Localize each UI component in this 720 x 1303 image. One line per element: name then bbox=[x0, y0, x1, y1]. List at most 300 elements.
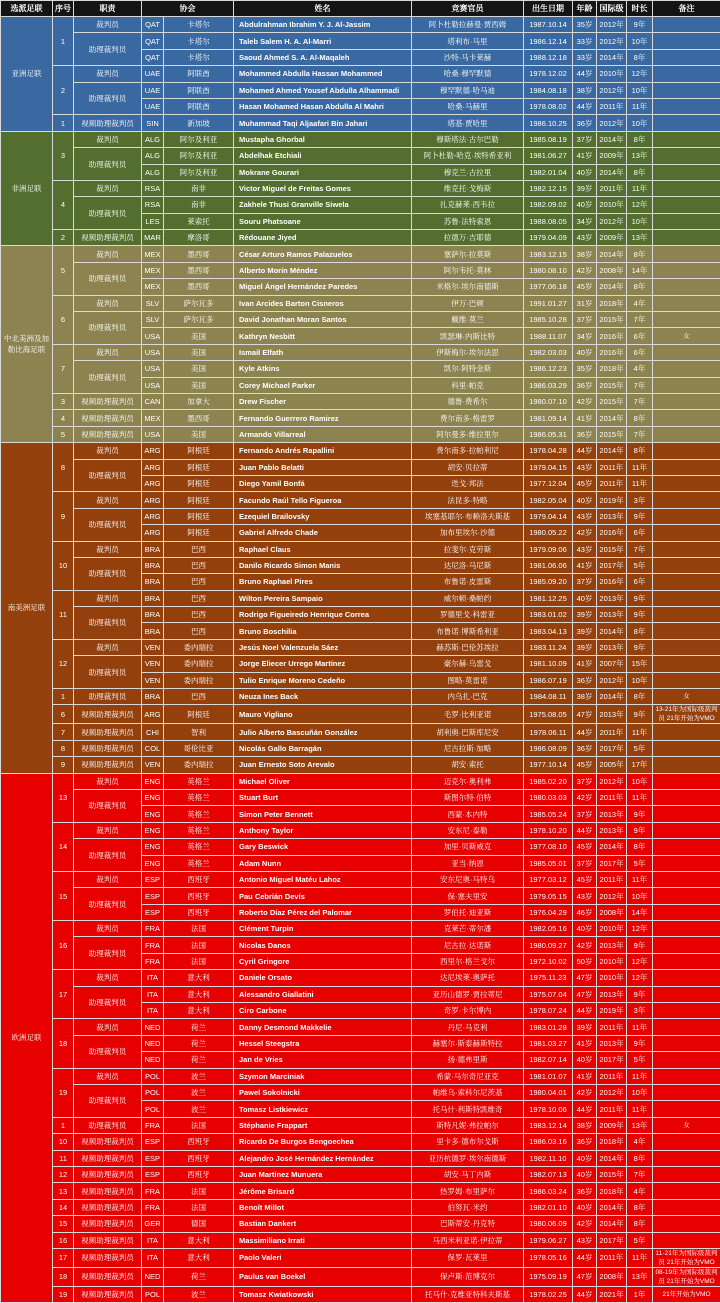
note-cell bbox=[653, 49, 720, 65]
official-name-cell: 豪尔赫·乌雷戈 bbox=[412, 656, 524, 672]
association-cell: 莱索托 bbox=[164, 213, 234, 229]
role-cell: 助理裁判员 bbox=[74, 148, 142, 181]
tenure-cell: 6年 bbox=[627, 328, 653, 344]
name-cell: Alejandro José Hernández Hernández bbox=[234, 1150, 412, 1166]
role-cell: 助理裁判员 bbox=[74, 33, 142, 66]
table-row bbox=[1, 295, 720, 311]
table-row bbox=[1, 839, 720, 855]
name-cell: Bruno Boschilia bbox=[234, 623, 412, 639]
international-since-cell: 2018年 bbox=[597, 1134, 627, 1150]
association-cell: 巴西 bbox=[164, 541, 234, 557]
tenure-cell: 7年 bbox=[627, 1166, 653, 1182]
birth-date-cell: 1975.07.04 bbox=[524, 986, 573, 1002]
name-cell: Bruno Raphael Pires bbox=[234, 574, 412, 590]
international-since-cell: 2013年 bbox=[597, 1035, 627, 1051]
header-cell: 选派足联 bbox=[1, 1, 53, 17]
name-cell: Jérôme Brisard bbox=[234, 1183, 412, 1199]
note-cell bbox=[653, 1232, 720, 1248]
international-since-cell: 2011年 bbox=[597, 1248, 627, 1267]
name-cell: Danilo Ricardo Simon Manis bbox=[234, 557, 412, 573]
name-cell: Mohammed Abdulla Hassan Mohammed bbox=[234, 66, 412, 82]
table-row bbox=[1, 197, 720, 213]
header-cell: 序号 bbox=[53, 1, 74, 17]
birth-date-cell: 1979.04.14 bbox=[524, 508, 573, 524]
birth-date-cell: 1985.05.01 bbox=[524, 855, 573, 871]
header-row bbox=[1, 1, 720, 17]
birth-date-cell: 1986.03.29 bbox=[524, 377, 573, 393]
name-cell: Saoud Ahmed S. A. Al-Maqaleh bbox=[234, 49, 412, 65]
table-row bbox=[1, 344, 720, 360]
country-code-cell: FRA bbox=[142, 937, 164, 953]
country-code-cell: QAT bbox=[142, 49, 164, 65]
tenure-cell: 9年 bbox=[627, 17, 653, 33]
international-since-cell: 2010年 bbox=[597, 970, 627, 986]
international-since-cell: 2012年 bbox=[597, 33, 627, 49]
group-number-cell: 8 bbox=[53, 740, 74, 756]
association-cell: 英格兰 bbox=[164, 839, 234, 855]
official-name-cell: 托马什·利斯特凯维奇 bbox=[412, 1101, 524, 1117]
birth-date-cell: 1980.08.10 bbox=[524, 262, 573, 278]
age-cell: 43岁 bbox=[573, 888, 597, 904]
international-since-cell: 2017年 bbox=[597, 1232, 627, 1248]
table-row bbox=[1, 459, 720, 475]
association-cell: 巴西 bbox=[164, 557, 234, 573]
tenure-cell: 4年 bbox=[627, 295, 653, 311]
birth-date-cell: 1980.04.01 bbox=[524, 1085, 573, 1101]
international-since-cell: 2010年 bbox=[597, 66, 627, 82]
official-name-cell: 亚当·纳恩 bbox=[412, 855, 524, 871]
group-number-cell: 4 bbox=[53, 410, 74, 426]
association-cell: 美国 bbox=[164, 328, 234, 344]
international-since-cell: 2011年 bbox=[597, 871, 627, 887]
birth-date-cell: 1984.08.18 bbox=[524, 82, 573, 98]
birth-date-cell: 1980.05.22 bbox=[524, 525, 573, 541]
country-code-cell: BRA bbox=[142, 623, 164, 639]
age-cell: 47岁 bbox=[573, 705, 597, 724]
association-cell: 西班牙 bbox=[164, 888, 234, 904]
international-since-cell: 2016年 bbox=[597, 525, 627, 541]
age-cell: 39岁 bbox=[573, 607, 597, 623]
official-name-cell: 阿尔韦托·莫林 bbox=[412, 262, 524, 278]
name-cell: Gary Beswick bbox=[234, 839, 412, 855]
country-code-cell: LES bbox=[142, 213, 164, 229]
country-code-cell: BRA bbox=[142, 689, 164, 705]
official-name-cell: 戴维·莫兰 bbox=[412, 312, 524, 328]
tenure-cell: 8年 bbox=[627, 410, 653, 426]
name-cell: Neuza Ines Back bbox=[234, 689, 412, 705]
role-cell: 助理裁判员 bbox=[74, 656, 142, 689]
association-cell: 美国 bbox=[164, 361, 234, 377]
official-name-cell: 扎克赫莱·西韦拉 bbox=[412, 197, 524, 213]
association-cell: 意大利 bbox=[164, 1232, 234, 1248]
age-cell: 45岁 bbox=[573, 279, 597, 295]
group-number-cell: 17 bbox=[53, 1248, 74, 1267]
country-code-cell: CAN bbox=[142, 393, 164, 409]
international-since-cell: 2014年 bbox=[597, 131, 627, 147]
role-cell: 助理裁判员 bbox=[74, 839, 142, 872]
birth-date-cell: 1985.08.19 bbox=[524, 131, 573, 147]
country-code-cell: ARG bbox=[142, 475, 164, 491]
country-code-cell: GER bbox=[142, 1216, 164, 1232]
birth-date-cell: 1984.08.11 bbox=[524, 689, 573, 705]
official-name-cell: 保卢斯·范博克尔 bbox=[412, 1267, 524, 1286]
note-cell bbox=[653, 970, 720, 986]
name-cell: Massimiliano Irrati bbox=[234, 1232, 412, 1248]
international-since-cell: 2015年 bbox=[597, 426, 627, 442]
age-cell: 39岁 bbox=[573, 180, 597, 196]
note-cell bbox=[653, 115, 720, 131]
note-cell bbox=[653, 806, 720, 822]
age-cell: 42岁 bbox=[573, 525, 597, 541]
birth-date-cell: 1986.10.25 bbox=[524, 115, 573, 131]
birth-date-cell: 1979.04.15 bbox=[524, 459, 573, 475]
international-since-cell: 2013年 bbox=[597, 590, 627, 606]
age-cell: 41岁 bbox=[573, 557, 597, 573]
birth-date-cell: 1977.12.04 bbox=[524, 475, 573, 491]
name-cell: Nicolás Gallo Barragán bbox=[234, 740, 412, 756]
tenure-cell: 11年 bbox=[627, 724, 653, 740]
international-since-cell: 2021年 bbox=[597, 1286, 627, 1302]
association-cell: 法国 bbox=[164, 1117, 234, 1133]
role-cell: 裁判员 bbox=[74, 1019, 142, 1035]
tenure-cell: 10年 bbox=[627, 888, 653, 904]
association-cell: 墨西哥 bbox=[164, 246, 234, 262]
age-cell: 47岁 bbox=[573, 970, 597, 986]
role-cell: 视频助理裁判员 bbox=[74, 1216, 142, 1232]
note-cell bbox=[653, 773, 720, 789]
age-cell: 44岁 bbox=[573, 443, 597, 459]
birth-date-cell: 1981.09.14 bbox=[524, 410, 573, 426]
table-row bbox=[1, 639, 720, 655]
country-code-cell: ESP bbox=[142, 871, 164, 887]
role-cell: 视频助理裁判员 bbox=[74, 724, 142, 740]
official-name-cell: 胡安·马丁内斯 bbox=[412, 1166, 524, 1182]
birth-date-cell: 1979.09.06 bbox=[524, 541, 573, 557]
birth-date-cell: 1991.01.27 bbox=[524, 295, 573, 311]
note-cell bbox=[653, 541, 720, 557]
association-cell: 意大利 bbox=[164, 1003, 234, 1019]
role-cell: 视频助理裁判员 bbox=[74, 1267, 142, 1286]
country-code-cell: BRA bbox=[142, 607, 164, 623]
name-cell: Drew Fischer bbox=[234, 393, 412, 409]
official-name-cell: 法昆多·特略 bbox=[412, 492, 524, 508]
name-cell: Juan Ernesto Soto Arevalo bbox=[234, 757, 412, 773]
age-cell: 42岁 bbox=[573, 1085, 597, 1101]
birth-date-cell: 1986.12.14 bbox=[524, 33, 573, 49]
association-cell: 意大利 bbox=[164, 986, 234, 1002]
name-cell: Tulio Enrique Moreno Cedeño bbox=[234, 672, 412, 688]
tenure-cell: 7年 bbox=[627, 377, 653, 393]
tenure-cell: 12年 bbox=[627, 66, 653, 82]
association-cell: 委内瑞拉 bbox=[164, 757, 234, 773]
age-cell: 41岁 bbox=[573, 410, 597, 426]
name-cell: Fernando Guerrero Ramirez bbox=[234, 410, 412, 426]
name-cell: Ciro Carbone bbox=[234, 1003, 412, 1019]
tenure-cell: 8年 bbox=[627, 839, 653, 855]
association-cell: 英格兰 bbox=[164, 855, 234, 871]
official-name-cell: 穆克兰·古拉里 bbox=[412, 164, 524, 180]
international-since-cell: 2018年 bbox=[597, 1183, 627, 1199]
note-cell bbox=[653, 213, 720, 229]
international-since-cell: 2008年 bbox=[597, 1267, 627, 1286]
country-code-cell: ENG bbox=[142, 806, 164, 822]
association-cell: 西班牙 bbox=[164, 871, 234, 887]
international-since-cell: 2013年 bbox=[597, 607, 627, 623]
association-cell: 加拿大 bbox=[164, 393, 234, 409]
international-since-cell: 2014年 bbox=[597, 443, 627, 459]
birth-date-cell: 1983.12.14 bbox=[524, 1117, 573, 1133]
role-cell: 裁判员 bbox=[74, 871, 142, 887]
name-cell: Roberto Díaz Pérez del Palomar bbox=[234, 904, 412, 920]
birth-date-cell: 1979.04.09 bbox=[524, 230, 573, 246]
association-cell: 波兰 bbox=[164, 1085, 234, 1101]
international-since-cell: 2019年 bbox=[597, 1003, 627, 1019]
tenure-cell: 11年 bbox=[627, 459, 653, 475]
name-cell: Mauro Vigliano bbox=[234, 705, 412, 724]
tenure-cell: 5年 bbox=[627, 1232, 653, 1248]
table-row bbox=[1, 1267, 720, 1286]
tenure-cell: 9年 bbox=[627, 639, 653, 655]
birth-date-cell: 1985.09.20 bbox=[524, 574, 573, 590]
association-cell: 巴西 bbox=[164, 623, 234, 639]
tenure-cell: 10年 bbox=[627, 773, 653, 789]
role-cell: 视频助理裁判员 bbox=[74, 1248, 142, 1267]
table-row bbox=[1, 115, 720, 131]
official-name-cell: 罗伯托·迪亚斯 bbox=[412, 904, 524, 920]
name-cell: Nicolas Danos bbox=[234, 937, 412, 953]
role-cell: 裁判员 bbox=[74, 1068, 142, 1084]
association-cell: 阿尔及利亚 bbox=[164, 164, 234, 180]
official-name-cell: 威尔顿·桑帕约 bbox=[412, 590, 524, 606]
association-cell: 阿联酋 bbox=[164, 66, 234, 82]
association-cell: 波兰 bbox=[164, 1101, 234, 1117]
table-row bbox=[1, 180, 720, 196]
country-code-cell: ITA bbox=[142, 1232, 164, 1248]
association-cell: 法国 bbox=[164, 1199, 234, 1215]
age-cell: 35岁 bbox=[573, 361, 597, 377]
association-cell: 西班牙 bbox=[164, 1134, 234, 1150]
role-cell: 裁判员 bbox=[74, 822, 142, 838]
note-cell bbox=[653, 475, 720, 491]
country-code-cell: MEX bbox=[142, 262, 164, 278]
note-cell bbox=[653, 82, 720, 98]
header-cell: 时长 bbox=[627, 1, 653, 17]
international-since-cell: 2014年 bbox=[597, 410, 627, 426]
note-cell bbox=[653, 871, 720, 887]
international-since-cell: 2014年 bbox=[597, 246, 627, 262]
association-cell: 阿尔及利亚 bbox=[164, 131, 234, 147]
note-cell bbox=[653, 590, 720, 606]
country-code-cell: POL bbox=[142, 1085, 164, 1101]
group-number-cell: 16 bbox=[53, 1232, 74, 1248]
table-row bbox=[1, 1286, 720, 1302]
association-cell: 西班牙 bbox=[164, 904, 234, 920]
name-cell: Rodrigo Figueiredo Henrique Correa bbox=[234, 607, 412, 623]
birth-date-cell: 1987.10.14 bbox=[524, 17, 573, 33]
birth-date-cell: 1978.10.06 bbox=[524, 1101, 573, 1117]
role-cell: 裁判员 bbox=[74, 131, 142, 147]
note-cell: 女 bbox=[653, 328, 720, 344]
tenure-cell: 11年 bbox=[627, 1068, 653, 1084]
birth-date-cell: 1980.03.03 bbox=[524, 789, 573, 805]
age-cell: 37岁 bbox=[573, 855, 597, 871]
official-name-cell: 里卡多·德布尔戈斯 bbox=[412, 1134, 524, 1150]
association-cell: 法国 bbox=[164, 921, 234, 937]
age-cell: 36岁 bbox=[573, 426, 597, 442]
association-cell: 英格兰 bbox=[164, 773, 234, 789]
name-cell: Mustapha Ghorbal bbox=[234, 131, 412, 147]
name-cell: Alberto Morín Méndez bbox=[234, 262, 412, 278]
official-name-cell: 迭戈·邦法 bbox=[412, 475, 524, 491]
confederation-cell: 中北美洲及加勒比海足联 bbox=[1, 246, 53, 443]
tenure-cell: 9年 bbox=[627, 937, 653, 953]
official-name-cell: 伊万·巴顿 bbox=[412, 295, 524, 311]
country-code-cell: RSA bbox=[142, 180, 164, 196]
tenure-cell: 11年 bbox=[627, 1101, 653, 1117]
note-cell bbox=[653, 459, 720, 475]
tenure-cell: 12年 bbox=[627, 970, 653, 986]
birth-date-cell: 1986.05.31 bbox=[524, 426, 573, 442]
association-cell: 萨尔瓦多 bbox=[164, 312, 234, 328]
age-cell: 40岁 bbox=[573, 164, 597, 180]
tenure-cell: 14年 bbox=[627, 904, 653, 920]
country-code-cell: BRA bbox=[142, 557, 164, 573]
country-code-cell: POL bbox=[142, 1068, 164, 1084]
name-cell: Ezequiel Brailovsky bbox=[234, 508, 412, 524]
note-cell: 13-21年为国际级裁判员 21年开始为VMO bbox=[653, 705, 720, 724]
header-cell: 年龄 bbox=[573, 1, 597, 17]
role-cell: 裁判员 bbox=[74, 246, 142, 262]
name-cell: Taleb Salem H. A. Al-Marri bbox=[234, 33, 412, 49]
tenure-cell: 5年 bbox=[627, 1052, 653, 1068]
age-cell: 38岁 bbox=[573, 1117, 597, 1133]
country-code-cell: ALG bbox=[142, 164, 164, 180]
international-since-cell: 2011年 bbox=[597, 98, 627, 114]
note-cell bbox=[653, 1199, 720, 1215]
note-cell bbox=[653, 953, 720, 969]
association-cell: 法国 bbox=[164, 937, 234, 953]
tenure-cell: 7年 bbox=[627, 541, 653, 557]
table-row bbox=[1, 1035, 720, 1051]
group-number-cell: 5 bbox=[53, 246, 74, 295]
note-cell bbox=[653, 33, 720, 49]
international-since-cell: 2010年 bbox=[597, 197, 627, 213]
name-cell: Cyril Gringore bbox=[234, 953, 412, 969]
note-cell bbox=[653, 148, 720, 164]
group-number-cell: 11 bbox=[53, 590, 74, 639]
official-name-cell: 达尼埃莱·奥萨托 bbox=[412, 970, 524, 986]
age-cell: 34岁 bbox=[573, 328, 597, 344]
name-cell: Szymon Marciniak bbox=[234, 1068, 412, 1084]
official-name-cell: 胡利奥·巴斯库尼安 bbox=[412, 724, 524, 740]
group-number-cell: 1 bbox=[53, 115, 74, 131]
note-cell bbox=[653, 574, 720, 590]
tenure-cell: 8年 bbox=[627, 1199, 653, 1215]
group-number-cell: 14 bbox=[53, 822, 74, 871]
name-cell: Kyle Atkins bbox=[234, 361, 412, 377]
birth-date-cell: 1982.07.14 bbox=[524, 1052, 573, 1068]
name-cell: Victor Miguel de Freitas Gomes bbox=[234, 180, 412, 196]
group-number-cell: 1 bbox=[53, 17, 74, 66]
country-code-cell: RSA bbox=[142, 197, 164, 213]
table-row bbox=[1, 82, 720, 98]
group-number-cell: 6 bbox=[53, 705, 74, 724]
country-code-cell: ESP bbox=[142, 1166, 164, 1182]
table-row bbox=[1, 246, 720, 262]
group-number-cell: 10 bbox=[53, 1134, 74, 1150]
name-cell: Michael Oliver bbox=[234, 773, 412, 789]
birth-date-cell: 1980.07.10 bbox=[524, 393, 573, 409]
international-since-cell: 2014年 bbox=[597, 1216, 627, 1232]
group-number-cell: 1 bbox=[53, 1117, 74, 1133]
name-cell: Juan Pablo Belatti bbox=[234, 459, 412, 475]
official-name-cell: 奇罗·卡尔博内 bbox=[412, 1003, 524, 1019]
official-name-cell: 塔基·贾哈里 bbox=[412, 115, 524, 131]
association-cell: 法国 bbox=[164, 953, 234, 969]
name-cell: César Arturo Ramos Palazuelos bbox=[234, 246, 412, 262]
role-cell: 裁判员 bbox=[74, 970, 142, 986]
age-cell: 36岁 bbox=[573, 115, 597, 131]
table-row bbox=[1, 986, 720, 1002]
age-cell: 50岁 bbox=[573, 953, 597, 969]
association-cell: 新加坡 bbox=[164, 115, 234, 131]
age-cell: 45岁 bbox=[573, 839, 597, 855]
note-cell bbox=[653, 344, 720, 360]
age-cell: 44岁 bbox=[573, 1101, 597, 1117]
international-since-cell: 2016年 bbox=[597, 344, 627, 360]
tenure-cell: 3年 bbox=[627, 1003, 653, 1019]
group-number-cell: 13 bbox=[53, 1183, 74, 1199]
association-cell: 南非 bbox=[164, 180, 234, 196]
name-cell: Fernando Andrés Rapallini bbox=[234, 443, 412, 459]
role-cell: 视频助理裁判员 bbox=[74, 1166, 142, 1182]
table-row bbox=[1, 33, 720, 49]
tenure-cell: 8年 bbox=[627, 1150, 653, 1166]
birth-date-cell: 1983.12.15 bbox=[524, 246, 573, 262]
role-cell: 视频助理裁判员 bbox=[74, 1199, 142, 1215]
table-row bbox=[1, 361, 720, 377]
age-cell: 39岁 bbox=[573, 623, 597, 639]
tenure-cell: 6年 bbox=[627, 344, 653, 360]
official-name-cell: 迈克尔·奥利弗 bbox=[412, 773, 524, 789]
tenure-cell: 12年 bbox=[627, 921, 653, 937]
association-cell: 阿根廷 bbox=[164, 525, 234, 541]
role-cell: 视频助理裁判员 bbox=[74, 410, 142, 426]
association-cell: 委内瑞拉 bbox=[164, 639, 234, 655]
international-since-cell: 2014年 bbox=[597, 623, 627, 639]
association-cell: 巴西 bbox=[164, 590, 234, 606]
table-row bbox=[1, 131, 720, 147]
official-name-cell: 费尔南多·拉帕利尼 bbox=[412, 443, 524, 459]
official-name-cell: 斯特凡妮·弗拉帕尔 bbox=[412, 1117, 524, 1133]
tenure-cell: 13年 bbox=[627, 1117, 653, 1133]
tenure-cell: 4年 bbox=[627, 1183, 653, 1199]
group-number-cell: 12 bbox=[53, 1166, 74, 1182]
name-cell: Raphael Claus bbox=[234, 541, 412, 557]
country-code-cell: COL bbox=[142, 740, 164, 756]
age-cell: 38岁 bbox=[573, 82, 597, 98]
name-cell: Pau Cebrián Devís bbox=[234, 888, 412, 904]
international-since-cell: 2008年 bbox=[597, 262, 627, 278]
official-name-cell: 拉斐尔·克劳斯 bbox=[412, 541, 524, 557]
note-cell bbox=[653, 443, 720, 459]
tenure-cell: 11年 bbox=[627, 1019, 653, 1035]
tenure-cell: 11年 bbox=[627, 180, 653, 196]
official-name-cell: 埃塞基耶尔·布赖洛夫斯基 bbox=[412, 508, 524, 524]
table-row bbox=[1, 937, 720, 953]
tenure-cell: 8年 bbox=[627, 131, 653, 147]
international-since-cell: 2014年 bbox=[597, 279, 627, 295]
